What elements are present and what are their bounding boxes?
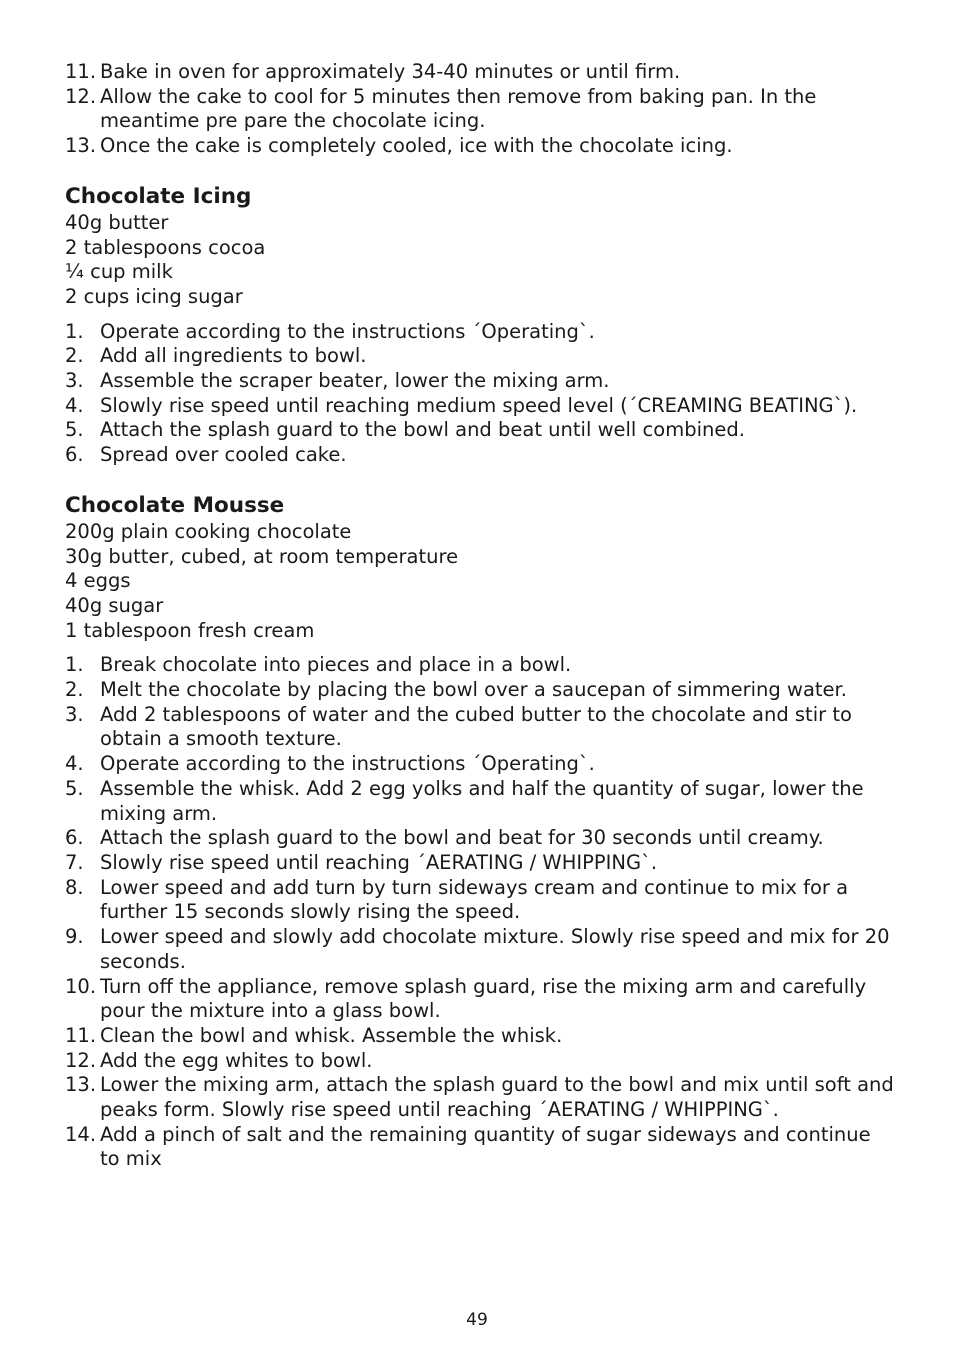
step-number: 12. [65,84,97,108]
ingredient-line: 40g sugar [65,593,164,617]
ingredient-line: 2 tablespoons cocoa [65,235,266,259]
step-text: Attach the splash guard to the bowl and beat until well combined. [100,418,745,442]
document-page [65,60,895,1172]
list-item [65,876,895,925]
list-item [65,752,895,777]
page-number: 49 [466,1310,488,1330]
step-text: Assemble the scraper beater, lower the mixing arm. [100,369,610,393]
list-item [65,60,895,85]
list-item [65,653,895,678]
step-number: 14. [65,1122,97,1146]
step-text: Attach the splash guard to the bowl and beat for 30 seconds until creamy. [100,826,824,850]
list-item [65,1024,895,1049]
list-item [65,777,895,826]
list-item [65,1049,895,1074]
step-number: 13. [65,1073,97,1097]
step-number: 13. [65,134,97,158]
step-number: 5. [65,418,84,442]
step-text: Break chocolate into pieces and place in a bowl. [100,653,572,677]
step-text: Clean the bowl and whisk. Assemble the whisk. [100,1023,563,1047]
step-text: Operate according to the instructions ´Operating`. [100,752,595,776]
step-number: 4. [65,752,84,776]
list-item [65,369,895,394]
step-number: 1. [65,653,84,677]
step-number: 12. [65,1048,97,1072]
step-text: Slowly rise speed until reaching medium speed level (´CREAMING BEATING`). [100,393,858,417]
icing-steps-list [65,320,895,468]
step-text: Bake in oven for approximately 34-40 minutes or until firm. [100,60,681,83]
step-number: 10. [65,974,97,998]
step-text: Once the cake is completely cooled, ice with the chocolate icing. [100,134,733,158]
list-item [65,678,895,703]
step-text: Spread over cooled cake. [100,443,347,467]
list-item [65,418,895,443]
step-text: Operate according to the instructions ´Operating`. [100,319,595,343]
list-item [65,1123,895,1172]
list-item [65,925,895,974]
list-item [65,394,895,419]
step-number: 1. [65,319,84,343]
mousse-steps-list [65,653,895,1172]
step-text: Slowly rise speed until reaching ´AERATING / WHIPPING`. [100,850,658,874]
ingredient-line: 2 cups icing sugar [65,284,243,308]
step-number: 3. [65,702,84,726]
icing-ingredients [65,211,895,310]
step-number: 9. [65,925,84,949]
ingredient-line: 30g butter, cubed, at room temperature [65,544,459,568]
icing-heading: Chocolate Icing [65,183,252,209]
step-text: Add a pinch of salt and the remaining quantity of sugar sideways and continue to mix [100,1122,871,1171]
list-item [65,851,895,876]
step-number: 8. [65,875,84,899]
list-item [65,975,895,1024]
ingredient-line: 1 tablespoon fresh cream [65,618,315,642]
step-text: Turn off the appliance, remove splash guard, rise the mixing arm and carefully pour the mixture into a glass bowl. [100,974,867,1023]
step-number: 5. [65,776,84,800]
step-number: 6. [65,826,84,850]
step-text: Lower speed and slowly add chocolate mixture. Slowly rise speed and mix for 20 seconds. [100,925,890,973]
mousse-heading: Chocolate Mousse [65,492,285,518]
step-text: Add all ingredients to bowl. [100,344,367,368]
step-number: 2. [65,678,84,702]
step-text: Assemble the whisk. Add 2 egg yolks and half the quantity of sugar, lower the mixing arm. [100,776,864,825]
step-number: 11. [65,1023,97,1047]
ingredient-line: 4 eggs [65,569,131,593]
list-item [65,320,895,345]
step-number: 3. [65,369,84,393]
step-number: 2. [65,344,84,368]
list-item [65,826,895,851]
step-text: Add the egg whites to bowl. [100,1048,373,1072]
list-item [65,85,895,134]
step-text: Add 2 tablespoons of water and the cubed butter to the chocolate and stir to obtain a smooth texture. [100,702,852,751]
step-text: Melt the chocolate by placing the bowl over a saucepan of simmering water. [100,678,847,702]
ingredient-line: ¼ cup milk [65,260,173,284]
list-item [65,344,895,369]
step-text: Lower speed and add turn by turn sideways cream and continue to mix for a further 15 seconds slowly rising the speed. [100,875,849,924]
list-item [65,134,895,159]
ingredient-line: 200g plain cooking chocolate [65,519,352,543]
list-item [65,703,895,752]
intro-steps-list [65,60,895,159]
step-text: Allow the cake to cool for 5 minutes then remove from baking pan. In the meantime pre pare the chocolate icing. [100,84,817,133]
ingredient-line: 40g butter [65,210,169,234]
list-item [65,1073,895,1122]
step-number: 6. [65,443,84,467]
step-number: 7. [65,850,84,874]
list-item [65,443,895,468]
step-number: 4. [65,393,84,417]
step-text: Lower the mixing arm, attach the splash guard to the bowl and mix until soft and peaks form. Slowly rise speed until reaching ´AERATING / WHIPPING`. [100,1073,894,1122]
mousse-ingredients [65,520,895,644]
step-number: 11. [65,60,97,83]
